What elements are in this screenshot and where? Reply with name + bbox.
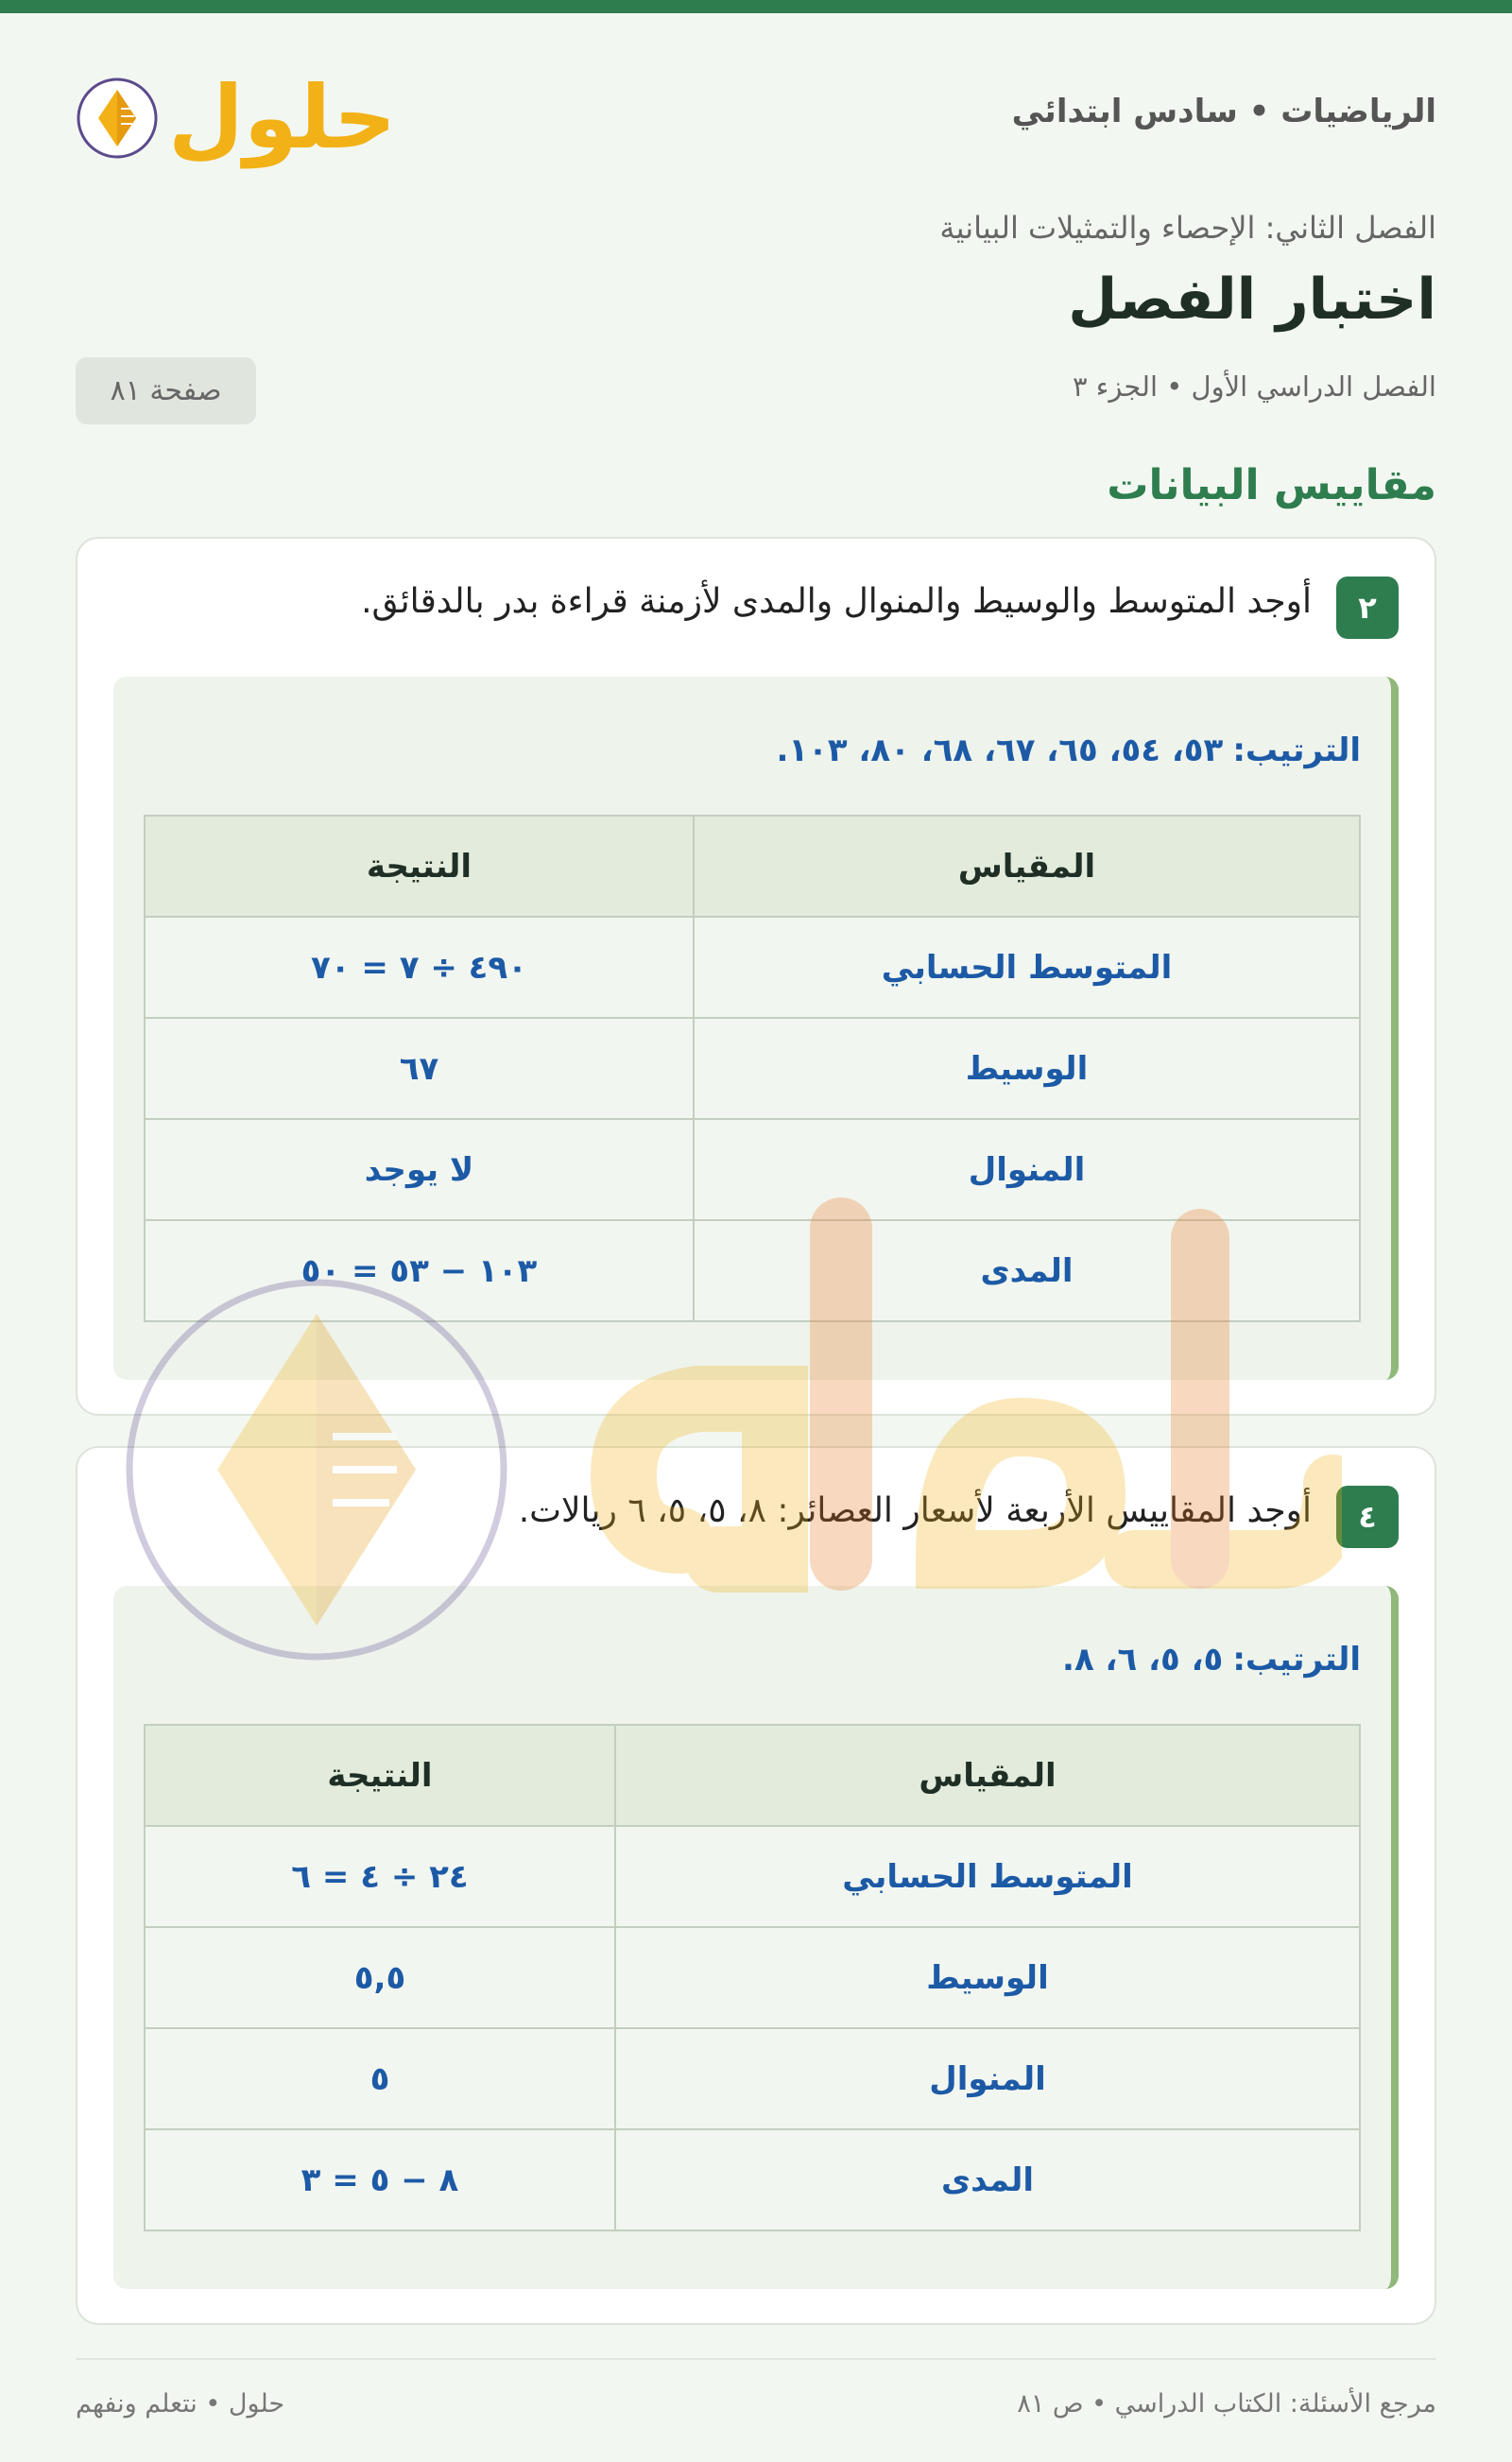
table-row bbox=[145, 1220, 1360, 1321]
order-line bbox=[776, 732, 1361, 769]
section-title: مقاييس البيانات bbox=[1107, 461, 1436, 509]
column-header-result: النتيجة bbox=[145, 816, 694, 917]
order-values: ٥، ٥، ٦، ٨. bbox=[1062, 1641, 1224, 1679]
question-header bbox=[113, 1486, 1399, 1552]
subject-label: الرياضيات • سادس ابتدائي bbox=[1011, 93, 1436, 130]
question-text: أوجد المقاييس الأربعة لأسعار العصائر: ٨، ٥، ٥، ٦ ريالات. bbox=[518, 1491, 1312, 1530]
order-label: الترتيب: bbox=[1232, 732, 1361, 769]
table-header-row bbox=[145, 816, 1360, 917]
header bbox=[76, 66, 1436, 170]
measure-cell: الوسيط bbox=[694, 1018, 1360, 1119]
results-table bbox=[144, 1724, 1361, 2231]
term-label: الفصل الدراسي الأول • الجزء ٣ bbox=[1072, 370, 1436, 403]
table-row bbox=[145, 1018, 1360, 1119]
order-line bbox=[1062, 1641, 1361, 1679]
answer-box bbox=[113, 1586, 1399, 2289]
order-values: ٥٣، ٥٤، ٦٥، ٦٧، ٦٨، ٨٠، ١٠٣. bbox=[776, 732, 1224, 769]
answer-box bbox=[113, 677, 1399, 1380]
table-row bbox=[145, 1826, 1360, 1927]
measure-cell: المنوال bbox=[615, 2028, 1360, 2129]
result-cell: ٥ bbox=[145, 2028, 615, 2129]
measure-cell: المتوسط الحسابي bbox=[694, 917, 1360, 1018]
column-header-measure: المقياس bbox=[694, 816, 1360, 917]
question-card bbox=[76, 537, 1436, 1416]
table-row bbox=[145, 1927, 1360, 2028]
measure-cell: المدى bbox=[694, 1220, 1360, 1321]
column-header-result: النتيجة bbox=[145, 1725, 615, 1826]
question-number: ٤ bbox=[1336, 1486, 1399, 1548]
table-header-row bbox=[145, 1725, 1360, 1826]
result-cell: ٥,٥ bbox=[145, 1927, 615, 2028]
column-header-measure: المقياس bbox=[615, 1725, 1360, 1826]
table-row bbox=[145, 2028, 1360, 2129]
measure-cell: المتوسط الحسابي bbox=[615, 1826, 1360, 1927]
question-number: ٢ bbox=[1336, 577, 1399, 639]
order-label: الترتيب: bbox=[1232, 1641, 1361, 1679]
result-cell: لا يوجد bbox=[145, 1119, 694, 1220]
logo-wordmark: حلول bbox=[168, 67, 397, 168]
logo[interactable] bbox=[76, 66, 397, 170]
top-stripe bbox=[0, 0, 1512, 13]
measure-cell: الوسيط bbox=[615, 1927, 1360, 2028]
result-cell: ٢٤ ÷ ٤ = ٦ bbox=[145, 1826, 615, 1927]
table-row bbox=[145, 917, 1360, 1018]
footer-reference: مرجع الأسئلة: الكتاب الدراسي • ص ٨١ bbox=[1017, 2389, 1436, 2419]
footer-divider bbox=[76, 2358, 1436, 2360]
footer-brand: حلول • نتعلم ونفهم bbox=[76, 2389, 285, 2419]
measure-cell: المنوال bbox=[694, 1119, 1360, 1220]
results-table bbox=[144, 815, 1361, 1322]
result-cell: ٦٧ bbox=[145, 1018, 694, 1119]
page-badge: صفحة ٨١ bbox=[76, 357, 256, 424]
table-row bbox=[145, 2129, 1360, 2230]
chapter-label: الفصل الثاني: الإحصاء والتمثيلات البيانية bbox=[939, 210, 1436, 246]
question-card bbox=[76, 1446, 1436, 2325]
table-row bbox=[145, 1119, 1360, 1220]
question-header bbox=[113, 577, 1399, 643]
result-cell: ٨ − ٥ = ٣ bbox=[145, 2129, 615, 2230]
measure-cell: المدى bbox=[615, 2129, 1360, 2230]
result-cell: ١٠٣ − ٥٣ = ٥٠ bbox=[145, 1220, 694, 1321]
page-title: اختبار الفصل bbox=[1068, 267, 1436, 333]
result-cell: ٤٩٠ ÷ ٧ = ٧٠ bbox=[145, 917, 694, 1018]
question-text: أوجد المتوسط والوسيط والمنوال والمدى لأزمنة قراءة بدر بالدقائق. bbox=[361, 582, 1312, 621]
